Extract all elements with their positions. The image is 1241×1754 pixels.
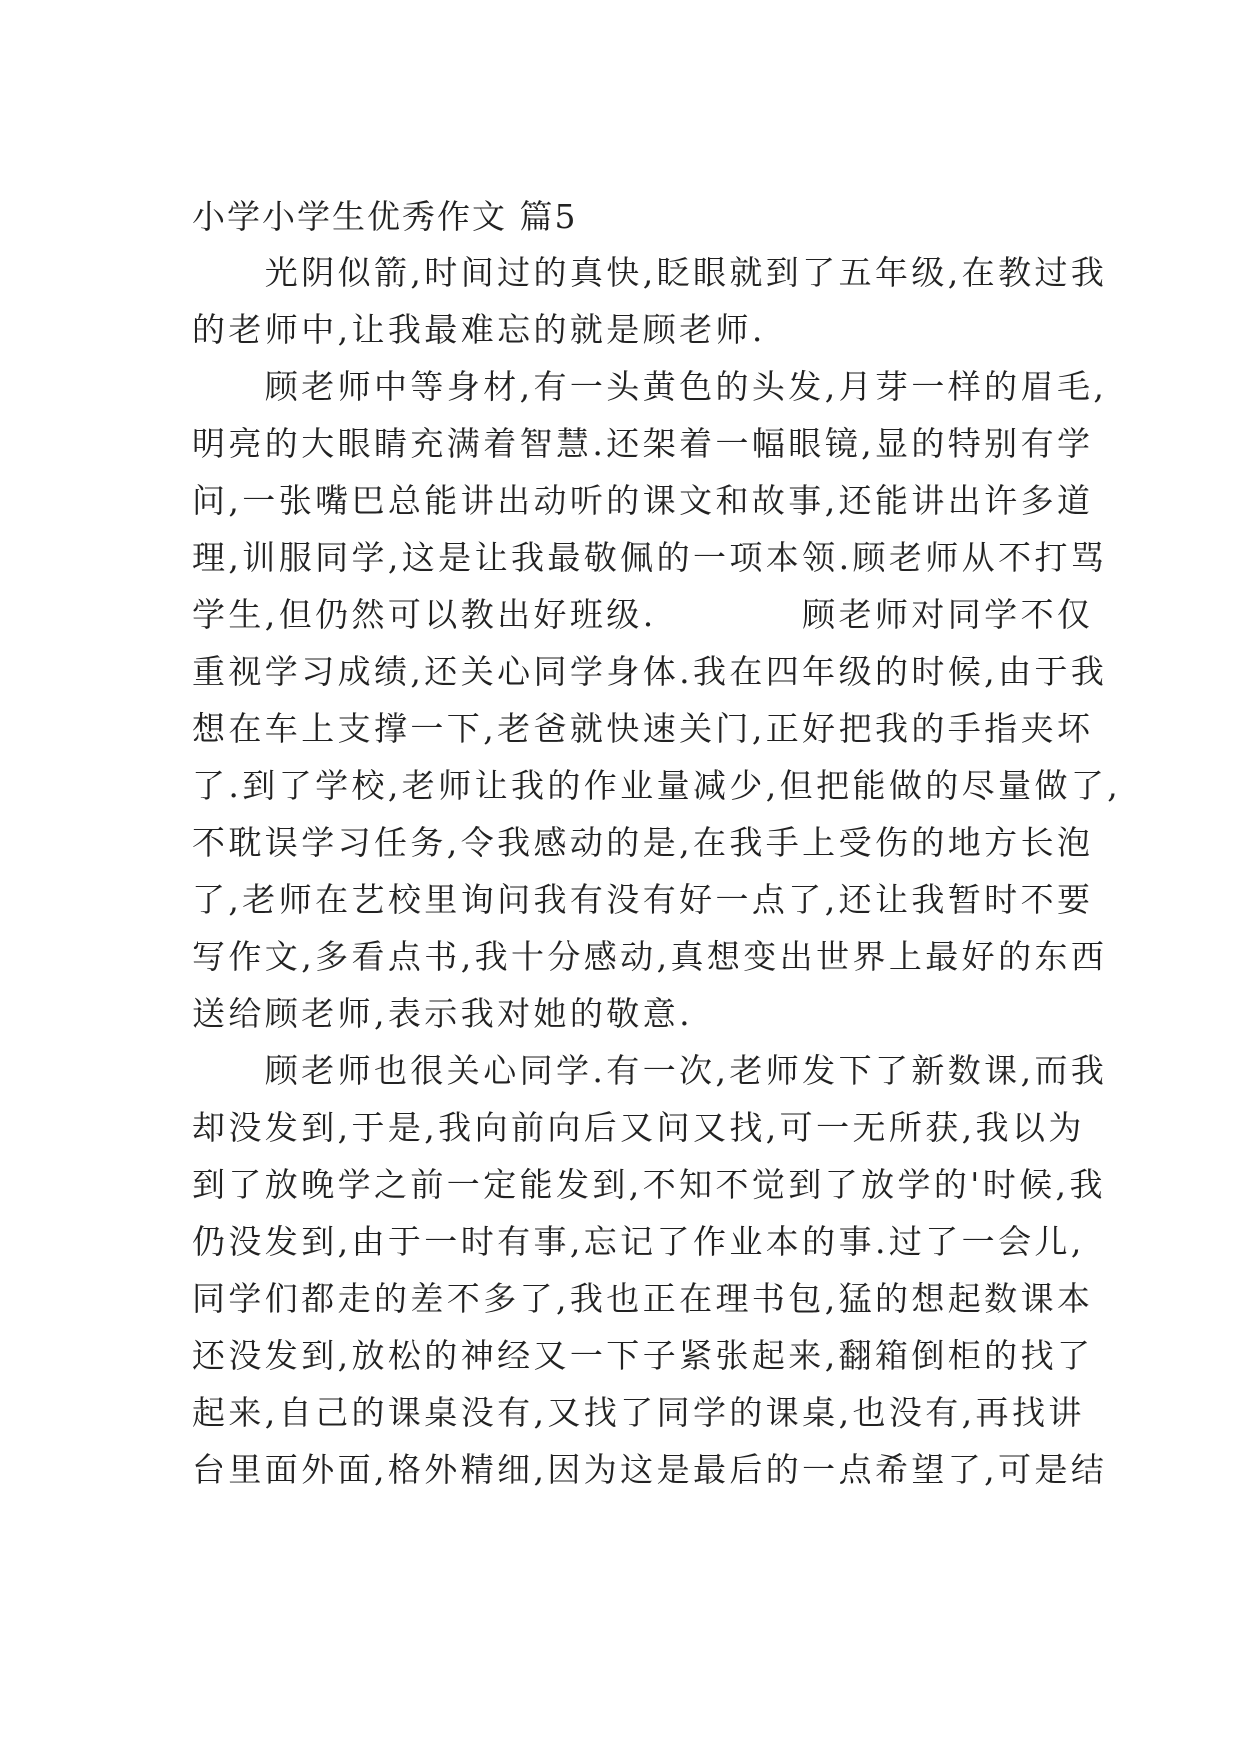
text-line: 仍没发到,由于一时有事,忘记了作业本的事.过了一会儿,: [192, 1222, 1085, 1261]
text-line: 写作文,多看点书,我十分感动,真想变出世界上最好的东西: [192, 937, 1108, 976]
text-line: 台里面外面,格外精细,因为这是最后的一点希望了,可是结: [192, 1450, 1108, 1489]
text-line: 不耽误学习任务,令我感动的是,在我手上受伤的地方长泡: [192, 823, 1094, 862]
text-line: 想在车上支撑一下,老爸就快速关门,正好把我的手指夹坏: [192, 709, 1094, 748]
text-line: 学生,但仍然可以教出好班级. 顾老师对同学不仅: [192, 595, 1094, 634]
text-line: 顾老师中等身材,有一头黄色的头发,月芽一样的眉毛,: [192, 367, 1108, 406]
text-line: 问,一张嘴巴总能讲出动听的课文和故事,还能讲出许多道: [192, 481, 1094, 520]
text-line: 了,老师在艺校里询问我有没有好一点了,还让我暂时不要: [192, 880, 1094, 919]
document-title: 小学小学生优秀作文 篇5: [192, 197, 578, 236]
text-line: 起来,自己的课桌没有,又找了同学的课桌,也没有,再找讲: [192, 1393, 1085, 1432]
text-line: 了.到了学校,老师让我的作业量减少,但把能做的尽量做了,: [192, 766, 1122, 805]
text-line: 还没发到,放松的神经又一下子紧张起来,翻箱倒柜的找了: [192, 1336, 1094, 1375]
text-line: 同学们都走的差不多了,我也正在理书包,猛的想起数课本: [192, 1279, 1094, 1318]
text-line: 到了放晚学之前一定能发到,不知不觉到了放学的'时候,我: [192, 1165, 1106, 1204]
text-line: 重视学习成绩,还关心同学身体.我在四年级的时候,由于我: [192, 652, 1108, 691]
text-line: 明亮的大眼睛充满着智慧.还架着一幅眼镜,显的特别有学: [192, 424, 1094, 463]
text-line: 顾老师也很关心同学.有一次,老师发下了新数课,而我: [192, 1051, 1108, 1090]
text-line: 送给顾老师,表示我对她的敬意.: [192, 994, 693, 1033]
text-line: 理,训服同学,这是让我最敬佩的一项本领.顾老师从不打骂: [192, 538, 1108, 577]
text-line: 却没发到,于是,我向前向后又问又找,可一无所获,我以为: [192, 1108, 1085, 1147]
text-line: 的老师中,让我最难忘的就是顾老师.: [192, 310, 766, 349]
text-line: 光阴似箭,时间过的真快,眨眼就到了五年级,在教过我: [192, 253, 1108, 292]
